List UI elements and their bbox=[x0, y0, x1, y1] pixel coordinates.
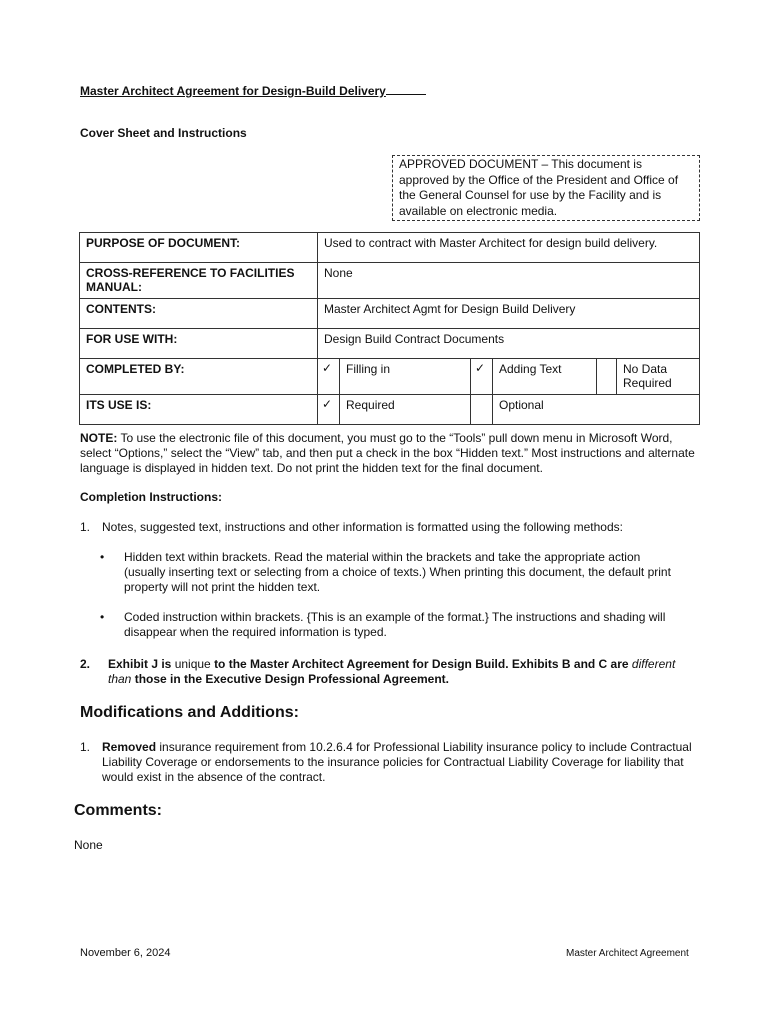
list-number: 1. bbox=[80, 520, 91, 534]
table-row bbox=[80, 299, 700, 329]
contents-value: Master Architect Agmt for Design Build Delivery bbox=[318, 299, 700, 329]
table-row bbox=[80, 263, 700, 299]
note-paragraph bbox=[80, 431, 695, 476]
footer-document-name: Master Architect Agreement bbox=[566, 948, 689, 959]
crossref-label: CROSS-REFERENCE TO FACILITIES MANUAL: bbox=[80, 263, 318, 299]
table-row bbox=[80, 395, 700, 425]
use-option-optional: Optional bbox=[493, 395, 700, 425]
purpose-label: PURPOSE OF DOCUMENT: bbox=[80, 233, 318, 263]
checkmark-icon[interactable]: ✓ bbox=[318, 395, 340, 425]
purpose-value: Used to contract with Master Architect for design build delivery. bbox=[318, 233, 700, 263]
bullet-text: Coded instruction within brackets. {This is an example of the format.} The instructions and shading will disappear when the required information is typed. bbox=[124, 610, 666, 639]
use-option-required: Required bbox=[340, 395, 471, 425]
footer-date: November 6, 2024 bbox=[80, 947, 171, 959]
bullet-icon: • bbox=[100, 550, 105, 564]
list-item-text: Exhibit J is unique to the Master Architect Agreement for Design Build. Exhibits B and C are different than those in the Executive Design Professional Agreement. bbox=[108, 657, 676, 686]
checkmark-icon[interactable]: ✓ bbox=[471, 359, 493, 395]
list-number: 2. bbox=[80, 657, 91, 671]
table-row bbox=[80, 359, 700, 395]
list-number: 1. bbox=[80, 740, 91, 754]
bullet-item bbox=[100, 550, 695, 596]
table-row bbox=[80, 233, 700, 263]
empty-checkbox[interactable] bbox=[597, 359, 617, 395]
completed-by-label: COMPLETED BY: bbox=[80, 359, 318, 395]
for-use-with-label: FOR USE WITH: bbox=[80, 329, 318, 359]
checkmark-icon[interactable]: ✓ bbox=[318, 359, 340, 395]
note-text: To use the electronic file of this document, you must go to the “Tools” pull down menu in Microsoft Word, select “Options,” select the “View” tab, and then put a check in the box “Hidden text.” Most instructions and alternate language is displayed in hidden text. Do not print the hidden text for the final document. bbox=[80, 431, 695, 475]
completion-instructions-heading: Completion Instructions: bbox=[80, 490, 222, 504]
table-row bbox=[80, 329, 700, 359]
list-item-text: Removed insurance requirement from 10.2.6.4 for Professional Liability insurance policy to include Contractual Liability Coverage or endorsements to the insurance policies for Contractual Liability Coverage for liability that would exist in the absence of the contract. bbox=[102, 740, 692, 784]
for-use-with-value: Design Build Contract Documents bbox=[318, 329, 700, 359]
modifications-heading: Modifications and Additions: bbox=[80, 704, 299, 721]
note-label: NOTE: bbox=[80, 431, 118, 445]
empty-checkbox[interactable] bbox=[471, 395, 493, 425]
its-use-is-label: ITS USE IS: bbox=[80, 395, 318, 425]
bullet-icon: • bbox=[100, 610, 105, 624]
list-item bbox=[80, 520, 695, 534]
comments-heading: Comments: bbox=[74, 802, 163, 819]
bullet-item bbox=[100, 610, 695, 642]
document-title: Master Architect Agreement for Design-Build Delivery bbox=[80, 84, 426, 98]
bullet-text: Hidden text within brackets. Read the material within the brackets and take the appropriate action (usually inserting text or selecting from a choice of texts.) When printing this document, the default print property will not print the hidden text. bbox=[124, 550, 671, 594]
list-item-text: Notes, suggested text, instructions and other information is formatted using the following methods: bbox=[102, 520, 623, 534]
completed-option-filling-in: Filling in bbox=[340, 359, 471, 395]
document-info-table bbox=[79, 232, 700, 425]
contents-label: CONTENTS: bbox=[80, 299, 318, 329]
crossref-value: None bbox=[318, 263, 700, 299]
cover-sheet-heading: Cover Sheet and Instructions bbox=[80, 126, 247, 140]
approved-document-box: APPROVED DOCUMENT – This document is approved by the Office of the President and Office of the General Counsel for use by the Facility and is available on electronic media. bbox=[392, 155, 700, 221]
completed-option-adding-text: Adding Text bbox=[493, 359, 597, 395]
comments-value: None bbox=[74, 838, 103, 852]
completed-option-no-data: No Data Required bbox=[617, 359, 700, 395]
